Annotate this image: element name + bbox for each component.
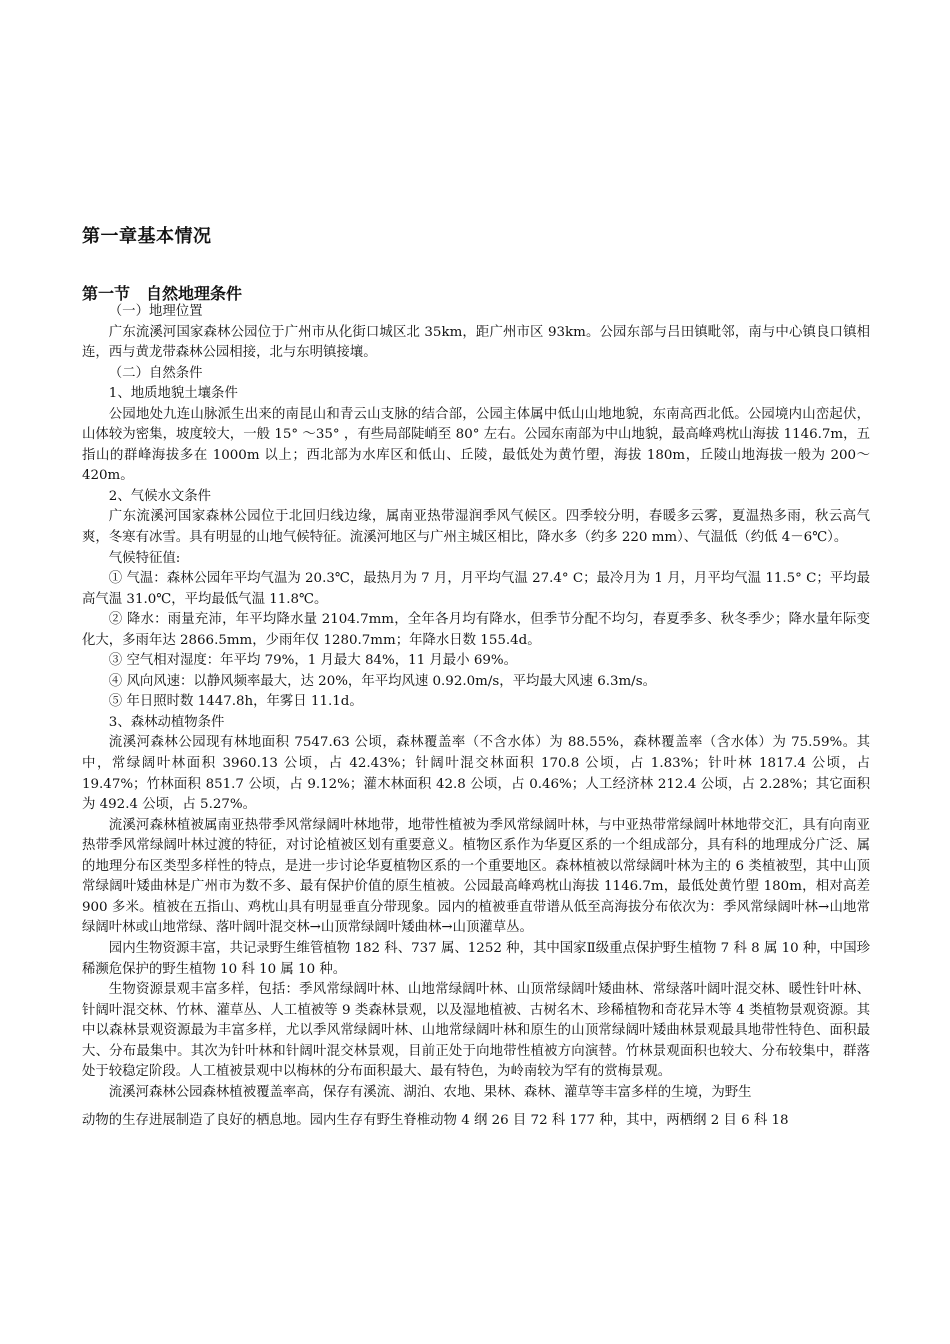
paragraph-biological-resources: 园内生物资源丰富，共记录野生维管植物 182 科、737 属、1252 种，其中国家Ⅱ级重点保护野生植物 7 科 8 属 10 种，中国珍稀濒危保护的野生植物 10 科 10 属 10 种。 bbox=[82, 940, 870, 977]
list-item-precipitation: ② 降水：雨量充沛，年平均降水量 2104.7mm，全年各月均有降水，但季节分配不均匀，春夏季多、秋冬季少；降水量年际变化大，多雨年达 2866.5mm，少雨年仅 1280.7mm；年降水日数 155.4d。 bbox=[82, 612, 870, 648]
list-item-temperature: ① 气温：森林公园年平均气温为 20.3℃，最热月为 7 月，月平均气温 27.4° C；最冷月为 1 月，月平均气温 11.5° C；平均最高气温 31.0℃，平均最低气温 11.8℃。 bbox=[82, 571, 870, 607]
paragraph-forest-area: 流溪河森林公园现有林地面积 7547.63 公顷，森林覆盖率（不含水体）为 88.55%，森林覆盖率（含水体）为 75.59%。其中，常绿阔叶林面积 3960.13 公顷，占 42.43%；针阔叶混交林面积 170.8 公顷，占 1.83%；针叶林 1817.4 公顷，占 19.47%；竹林面积 851.7 公顷，占 9.12%；灌木林面积 42.8 公顷，占 0.46%；人工经济林 212.4 公顷，占 2.28%；其它面积为 492.4 公顷，占 5.27%。 bbox=[82, 735, 870, 813]
paragraph-habitat: 流溪河森林公园森林植被覆盖率高，保存有溪流、湖泊、农地、果林、森林、灌草等丰富多样的生境，为野生 bbox=[108, 1084, 752, 1100]
paragraph-vegetation: 流溪河森林植被属南亚热带季风常绿阔叶林地带，地带性植被为季风常绿阔叶林，与中亚热带常绿阔叶林地带交汇，具有向南亚热带季风常绿阔叶林过渡的特征，对讨论植被区划有重要意义。植物区系作为华夏区系的一个组成部分，具有科的地理成分广泛、属的地理分布区类型多样性的特点，是进一步讨论华夏植物区系的一个重要地区。森林植被以常绿阔叶林为主的 6 类植被型，其中山顶常绿阔叶矮曲林是广州市为数不多、最有保护价值的原生植被。公园最高峰鸡枕山海拔 1146.7m，最低处黄竹塱 180m，相对高差 900 多米。植被在五指山、鸡枕山具有明显垂直分带现象。园内的植被垂直带谱从低至高海拔分布依次为：季风常绿阔叶林→山地常绿阔叶林或山地常绿、落叶阔叶混交林→山顶常绿阔叶矮曲林→山顶灌草丛。 bbox=[82, 817, 870, 936]
list-item-wind: ④ 风向风速：以静风频率最大，达 20%，年平均风速 0.92.0m/s，平均最大风速 6.3m/s。 bbox=[108, 673, 656, 689]
heading-geology: 1、地质地貌土壤条件 bbox=[108, 386, 238, 402]
paragraph-climate: 广东流溪河国家森林公园位于北回归线边缘，属南亚热带湿润季风气候区。四季较分明，春暖多云雾，夏温热多雨，秋云高气爽，冬寒有冰雪。具有明显的山地气候特征。流溪河地区与广州主城区相比，降水多（约多 220 mm）、气温低（约低 4－6℃）。 bbox=[82, 509, 870, 546]
paragraph-geology: 公园地处九连山脉派生出来的南昆山和青云山支脉的结合部，公园主体属中低山山地地貌，东南高西北低。公园境内山峦起伏，山体较为密集，坡度较大，一般 15° ～35° ，有些局部陡峭至 80° 左右。公园东南部为中山地貌，最高峰鸡枕山海拔 1146.7m，五指山的群峰海拔多在 1000m 以上；西北部为水库区和低山、丘陵，最低处为黄竹塱，海拔 180m，丘陵山地海拔一般为 200～420m。 bbox=[82, 406, 870, 484]
heading-climate: 2、气候水文条件 bbox=[108, 488, 212, 504]
chapter-title: 第一章基本情况 bbox=[82, 226, 212, 247]
paragraph-landscape: 生物资源景观丰富多样，包括：季风常绿阔叶林、山地常绿阔叶林、山顶常绿阔叶矮曲林、常绿落叶阔叶混交林、暖性针叶林、针阔叶混交林、竹林、灌草丛、人工植被等 9 类森林景观，以及湿地植被、古树名木、珍稀植物和奇花异木等 4 类植物景观资源。其中以森林景观资源最为丰富多样，尤以季风常绿阔叶林、山地常绿阔叶林和原生的山顶常绿阔叶矮曲林景观最具地带性特色、面积最大、分布最集中。其次为针叶林和针阔叶混交林景观，目前正处于向地带性植被方向演替。竹林景观面积也较大、分布较集中，群落处于较稳定阶段。人工植被景观中以梅林的分布面积最大、最有特色，为岭南较为罕有的赏梅景观。 bbox=[82, 982, 870, 1080]
section-title: 第一节 自然地理条件 bbox=[82, 284, 243, 303]
document-body bbox=[82, 302, 870, 1134]
heading-climate-values: 气候特征值: bbox=[108, 550, 181, 566]
heading-location: （一）地理位置 bbox=[108, 304, 203, 319]
paragraph-habitat-continued: 动物的生存进展制造了良好的栖息地。园内生存有野生脊椎动物 4 纲 26 目 72 科 177 种，其中，两栖纲 2 目 6 科 18 bbox=[82, 1113, 789, 1129]
paragraph-location: 广东流溪河国家森林公园位于广州市从化街口城区北 35km，距广州市区 93km。公园东部与吕田镇毗邻，南与中心镇良口镇相连，西与黄龙带森林公园相接，北与东明镇接壤。 bbox=[82, 324, 870, 361]
heading-flora-fauna: 3、森林动植物条件 bbox=[108, 714, 225, 730]
list-item-humidity: ③ 空气相对湿度：年平均 79%，1 月最大 84%，11 月最小 69%。 bbox=[108, 653, 517, 669]
heading-natural-conditions: （二）自然条件 bbox=[108, 365, 203, 381]
list-item-sunshine: ⑤ 年日照时数 1447.8h，年雾日 11.1d。 bbox=[108, 694, 363, 710]
